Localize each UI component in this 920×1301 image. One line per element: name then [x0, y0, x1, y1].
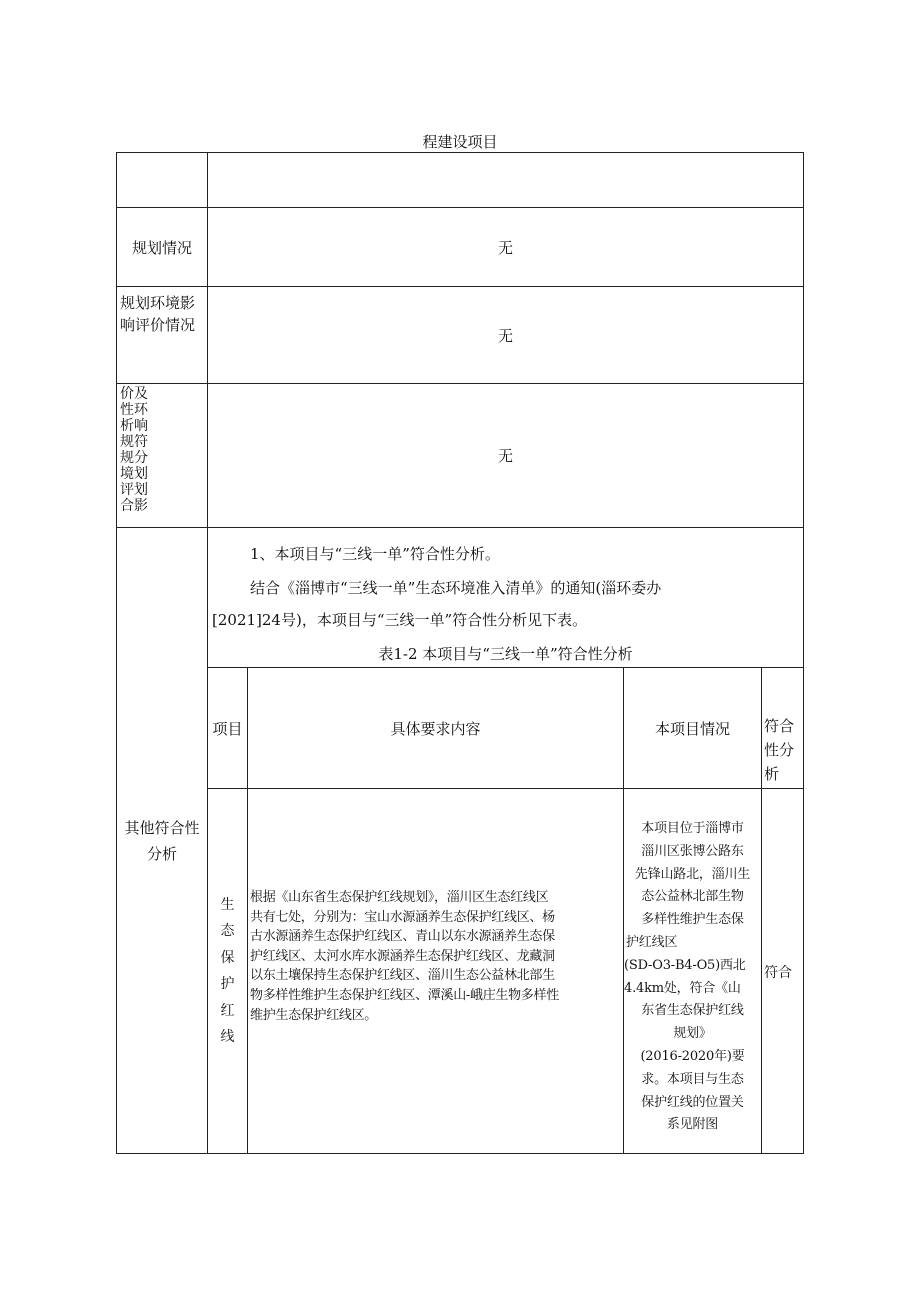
- project-line: 4.4km处，符合《山: [624, 980, 741, 996]
- item-char: 护: [220, 976, 235, 992]
- project-line: 系见附图: [666, 1117, 719, 1133]
- planning-eia-value: 无: [497, 326, 513, 345]
- project-line: 多样性维护生态保: [641, 912, 744, 928]
- label-line: 合影: [120, 498, 148, 514]
- planning-eia-label: [120, 292, 210, 336]
- requirement-line: 维护生态保护红线区。: [250, 1007, 378, 1023]
- header-conform-line: 性分: [764, 741, 795, 759]
- project-line: 本项目位于淄博市: [641, 821, 744, 836]
- header-conform: [764, 714, 804, 786]
- project-line: 保护红线的位置关: [641, 1094, 744, 1110]
- requirement-line: 根据《山东省生态保护红线规划》，淄川区生态红线区: [250, 890, 549, 905]
- analysis-intro-line1: 结合《淄博市“三线一单”生态环境准入清单》的通知(淄环委办: [250, 579, 662, 597]
- header-project: 本项目情况: [654, 719, 730, 738]
- project-line: 先锋山路北，淄川生: [634, 866, 751, 882]
- label-line: 规分: [120, 450, 148, 466]
- table-border-bottom: [116, 1153, 804, 1154]
- label-line: 性环: [120, 402, 148, 418]
- planning-compliance-value: 无: [497, 447, 513, 465]
- requirement-content: [250, 888, 622, 1025]
- label-line: 境划: [120, 466, 148, 482]
- header-conform-line: 析: [764, 765, 780, 783]
- label-line: 规划环境影: [120, 294, 196, 312]
- project-line: 淄川区张博公路东: [641, 843, 744, 859]
- label-line: 规符: [120, 434, 148, 450]
- header-conform-line: 符合: [764, 717, 795, 735]
- table-caption: 表1-2 本项目与“三线一单”符合性分析: [378, 644, 633, 663]
- requirement-line: 护红线区、太河水库水源涵养生态保护红线区、龙藏洞: [250, 948, 555, 964]
- page-header-fragment: 程建设项目: [422, 132, 498, 151]
- project-line: (2016-2020年)要: [640, 1048, 745, 1064]
- table-border-right: [803, 152, 804, 1154]
- item-char: 线: [220, 1029, 235, 1045]
- planning-compliance-label: [120, 386, 160, 514]
- project-line: 规划》: [673, 1026, 712, 1042]
- row-divider: [116, 527, 804, 528]
- requirement-line: 物多样性维护生态保护红线区、潭溪山-峨庄生物多样性: [250, 987, 559, 1003]
- analysis-intro-line2: [2021]24号)，本项目与“三线一单”符合性分析见下表。: [212, 611, 588, 629]
- project-line: (SD-O3-B4-O5)西北: [624, 957, 746, 973]
- project-line: 东省生态保护红线: [641, 1003, 744, 1019]
- item-char: 红: [220, 1002, 235, 1019]
- project-line: 护红线区: [626, 934, 678, 950]
- item-ecological-redline: [208, 789, 247, 1153]
- other-compliance-label: [117, 528, 207, 1153]
- label-line: 评划: [120, 482, 148, 498]
- label-line: 分析: [146, 844, 177, 863]
- planning-label: 规划情况: [131, 238, 192, 257]
- empty-value-cell: [208, 153, 803, 207]
- empty-label-cell: [117, 153, 207, 207]
- project-situation: [624, 818, 761, 1137]
- label-line: 析响: [120, 418, 148, 434]
- requirement-line: 以东土壤保持生态保护红线区、淄川生态公益林北部生: [250, 968, 555, 984]
- conform-result: 符合: [764, 965, 792, 981]
- project-line: 求。本项目与生态: [641, 1071, 744, 1087]
- project-line: 态公益林北部生物: [641, 889, 744, 905]
- requirement-line: 共有七处，分别为：宝山水源涵养生态保护红线区、杨: [250, 909, 555, 925]
- inner-header-divider: [207, 788, 804, 789]
- label-line: 响评价情况: [120, 316, 196, 334]
- label-line: 其他符合性: [124, 818, 200, 837]
- header-item: 项目: [212, 719, 243, 738]
- analysis-point-1: 1、本项目与“三线一单”符合性分析。: [250, 545, 500, 563]
- item-char: 生: [220, 896, 235, 913]
- item-char: 保: [220, 949, 235, 966]
- label-line: 价及: [120, 386, 148, 402]
- header-requirement: 具体要求内容: [390, 719, 481, 738]
- item-char: 态: [220, 923, 235, 939]
- requirement-line: 古水源涵养生态保护红线区、青山以东水源涵养生态保: [250, 929, 555, 945]
- inner-column-divider: [761, 667, 762, 1154]
- planning-value: 无: [497, 238, 513, 257]
